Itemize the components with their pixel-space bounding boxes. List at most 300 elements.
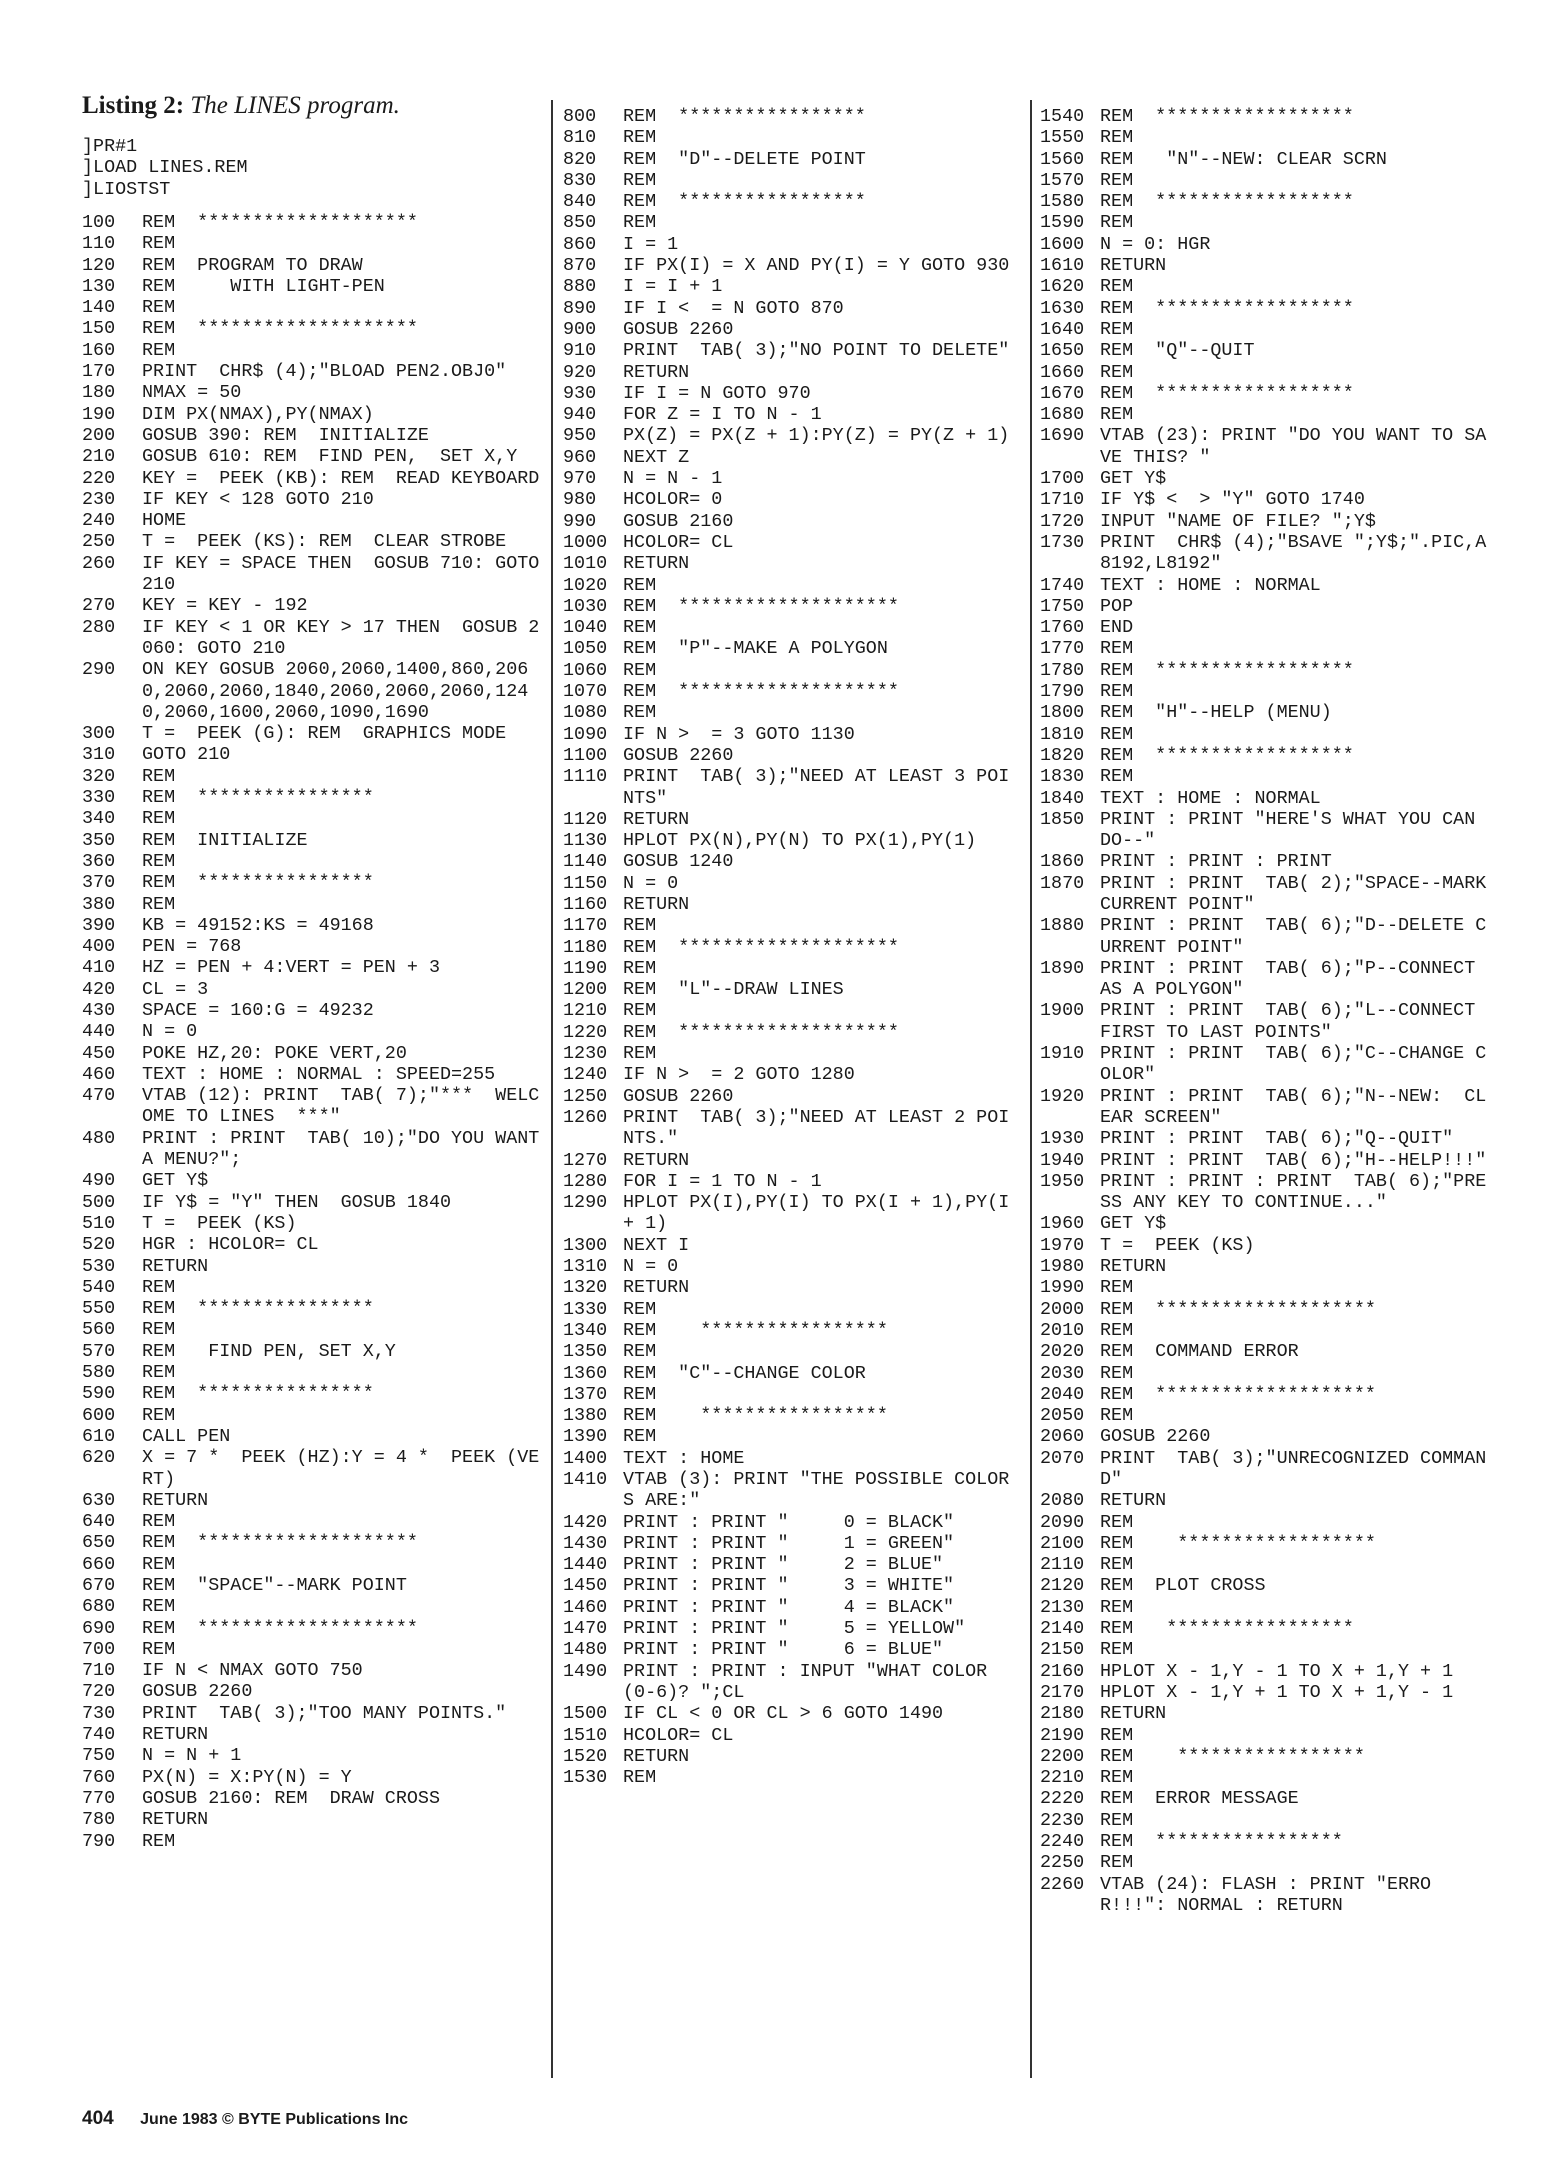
line-number: 270 xyxy=(82,595,116,617)
code-line xyxy=(563,553,1019,574)
code-line xyxy=(82,1745,542,1766)
code-line xyxy=(82,744,542,765)
line-number: 410 xyxy=(82,957,116,979)
line-code: REM xyxy=(623,702,657,724)
line-number: 1520 xyxy=(563,1745,608,1767)
line-code: POP xyxy=(1100,595,1134,617)
line-number: 1000 xyxy=(563,531,608,553)
line-code: TEXT : HOME : NORMAL xyxy=(1100,574,1321,596)
code-line xyxy=(1040,127,1496,148)
line-code: N = 0 xyxy=(623,872,679,894)
line-code: SPACE = 160:G = 49232 xyxy=(142,999,374,1021)
line-code: T = PEEK (G): REM GRAPHICS MODE xyxy=(142,723,507,745)
code-line xyxy=(1040,766,1496,787)
line-number: 360 xyxy=(82,850,116,872)
line-number: 750 xyxy=(82,1745,116,1767)
line-code: REM xyxy=(1100,1277,1134,1299)
line-number: 1400 xyxy=(563,1447,608,1469)
code-line xyxy=(82,1831,542,1852)
line-number: 1450 xyxy=(563,1575,608,1597)
line-code: PRINT : PRINT : PRINT xyxy=(1100,851,1332,873)
code-line xyxy=(1040,1000,1496,1043)
line-code: IF I < = N GOTO 870 xyxy=(623,297,844,319)
line-number: 1410 xyxy=(563,1469,608,1490)
line-code: REM xyxy=(1100,404,1134,426)
line-number: 2180 xyxy=(1040,1703,1085,1725)
line-number: 460 xyxy=(82,1063,116,1085)
code-line xyxy=(82,1319,542,1340)
line-number: 650 xyxy=(82,1532,116,1554)
line-code: HPLOT PX(I),PY(I) TO PX(I + 1),PY(I + 1) xyxy=(623,1192,1021,1235)
line-number: 760 xyxy=(82,1766,116,1788)
code-line xyxy=(563,830,1019,851)
line-code: POKE HZ,20: POKE VERT,20 xyxy=(142,1042,407,1064)
line-number: 1760 xyxy=(1040,617,1085,639)
line-number: 1870 xyxy=(1040,872,1085,894)
line-code: PRINT : PRINT " 4 = BLACK" xyxy=(623,1596,955,1618)
code-line xyxy=(1040,1767,1496,1788)
line-code: KB = 49152:KS = 49168 xyxy=(142,914,374,936)
line-number: 100 xyxy=(82,212,116,233)
line-code: REM "N"--NEW: CLEAR SCRN xyxy=(1100,148,1387,170)
line-code: REM xyxy=(623,1043,657,1065)
line-number: 2240 xyxy=(1040,1831,1085,1853)
code-line xyxy=(1040,319,1496,340)
code-line xyxy=(1040,638,1496,659)
line-code: RETURN xyxy=(623,553,690,575)
line-code: REM INITIALIZE xyxy=(142,829,308,851)
code-line xyxy=(1040,745,1496,766)
line-code: REM xyxy=(1100,1554,1134,1576)
code-line xyxy=(563,1725,1019,1746)
line-number: 2050 xyxy=(1040,1405,1085,1427)
code-line xyxy=(1040,149,1496,170)
line-number: 2190 xyxy=(1040,1724,1085,1746)
line-number: 720 xyxy=(82,1681,116,1703)
line-number: 1540 xyxy=(1040,106,1085,127)
publication-credit: June 1983 © BYTE Publications Inc xyxy=(140,2111,409,2128)
line-code: PRINT : PRINT TAB( 2);"SPACE--MARK CURRENT POINT" xyxy=(1100,872,1498,915)
line-code: REM xyxy=(1100,681,1134,703)
line-code: REM xyxy=(142,893,176,915)
line-number: 1250 xyxy=(563,1085,608,1107)
line-code: REM xyxy=(142,1362,176,1384)
code-line xyxy=(82,425,542,446)
line-code: REM "H"--HELP (MENU) xyxy=(1100,702,1332,724)
code-line xyxy=(82,233,542,254)
line-number: 1010 xyxy=(563,553,608,575)
line-code: REM xyxy=(623,1341,657,1363)
line-number: 1780 xyxy=(1040,659,1085,681)
line-code: PRINT TAB( 3);"TOO MANY POINTS." xyxy=(142,1702,507,1724)
line-number: 1830 xyxy=(1040,766,1085,788)
line-number: 180 xyxy=(82,382,116,404)
code-line xyxy=(563,1597,1019,1618)
code-line xyxy=(1040,617,1496,638)
line-number: 280 xyxy=(82,616,116,638)
line-code: REM xyxy=(142,1404,176,1426)
line-code: REM xyxy=(623,1298,657,1320)
line-code: REM **************** xyxy=(142,787,374,809)
line-number: 500 xyxy=(82,1191,116,1213)
line-number: 1770 xyxy=(1040,638,1085,660)
line-code: END xyxy=(1100,617,1134,639)
code-line xyxy=(1040,170,1496,191)
code-line xyxy=(563,702,1019,723)
line-code: REM xyxy=(1100,1639,1134,1661)
code-line xyxy=(563,404,1019,425)
code-line xyxy=(563,276,1019,297)
code-line xyxy=(1040,1171,1496,1214)
line-code: GOSUB 2160 xyxy=(623,510,734,532)
line-number: 1750 xyxy=(1040,595,1085,617)
line-number: 1060 xyxy=(563,659,608,681)
line-number: 1730 xyxy=(1040,531,1085,553)
preamble-line: ]LOAD LINES.REM xyxy=(82,157,248,179)
line-number: 140 xyxy=(82,297,116,319)
code-line xyxy=(1040,1810,1496,1831)
code-line xyxy=(563,1086,1019,1107)
code-line xyxy=(563,1767,1019,1788)
line-code: REM xyxy=(623,127,657,149)
listing-label: Listing 2: xyxy=(82,92,185,119)
line-number: 350 xyxy=(82,829,116,851)
code-line xyxy=(563,532,1019,553)
line-code: N = 0 xyxy=(142,1021,198,1043)
line-number: 1080 xyxy=(563,702,608,724)
line-number: 790 xyxy=(82,1830,116,1852)
line-code: REM xyxy=(142,1553,176,1575)
code-line xyxy=(1040,532,1496,575)
code-line xyxy=(82,1192,542,1213)
line-code: REM xyxy=(1100,1767,1134,1789)
code-line xyxy=(82,212,542,233)
code-line xyxy=(82,1511,542,1532)
line-number: 1480 xyxy=(563,1639,608,1661)
code-line xyxy=(1040,1512,1496,1533)
line-number: 1570 xyxy=(1040,169,1085,191)
line-number: 870 xyxy=(563,255,597,277)
line-code: RETURN xyxy=(1100,1490,1167,1512)
line-code: PRINT : PRINT TAB( 6);"Q--QUIT" xyxy=(1100,1128,1454,1150)
line-code: REM "SPACE"--MARK POINT xyxy=(142,1575,407,1596)
line-number: 1100 xyxy=(563,744,608,766)
line-code: REM ******************** xyxy=(1100,1383,1376,1405)
line-code: REM ***************** xyxy=(623,1319,888,1341)
code-line xyxy=(563,660,1019,681)
code-line xyxy=(82,915,542,936)
line-number: 1440 xyxy=(563,1554,608,1576)
line-number: 1170 xyxy=(563,915,608,937)
line-code: REM ******************** xyxy=(623,936,899,958)
line-code: REM PLOT CROSS xyxy=(1100,1575,1266,1597)
line-number: 430 xyxy=(82,999,116,1021)
line-number: 380 xyxy=(82,893,116,915)
code-line xyxy=(82,894,542,915)
line-code: REM xyxy=(1100,212,1134,234)
code-line xyxy=(1040,1256,1496,1277)
line-number: 600 xyxy=(82,1404,116,1426)
line-number: 610 xyxy=(82,1425,116,1447)
line-number: 490 xyxy=(82,1170,116,1192)
code-line xyxy=(1040,1299,1496,1320)
line-number: 1210 xyxy=(563,1000,608,1022)
line-number: 2000 xyxy=(1040,1298,1085,1320)
line-number: 1860 xyxy=(1040,851,1085,873)
line-number: 2040 xyxy=(1040,1383,1085,1405)
code-line xyxy=(563,937,1019,958)
line-code: REM "L"--DRAW LINES xyxy=(623,979,844,1001)
line-number: 1580 xyxy=(1040,191,1085,213)
line-code: REM xyxy=(1100,1852,1134,1874)
line-number: 1290 xyxy=(563,1192,608,1214)
line-code: PRINT : PRINT TAB( 6);"N--NEW: CLEAR SCREEN" xyxy=(1100,1085,1487,1128)
line-number: 1020 xyxy=(563,574,608,596)
line-code: REM xyxy=(142,233,176,255)
code-line xyxy=(82,1000,542,1021)
line-code: PRINT : PRINT TAB( 6);"H--HELP!!!" xyxy=(1100,1149,1487,1171)
line-code: HCOLOR= CL xyxy=(623,531,734,553)
line-code: REM ****************** xyxy=(1100,659,1354,681)
line-number: 670 xyxy=(82,1575,116,1596)
code-line xyxy=(1040,404,1496,425)
line-code: PRINT TAB( 3);"NEED AT LEAST 2 POINTS." xyxy=(623,1106,1010,1150)
line-number: 2030 xyxy=(1040,1362,1085,1384)
code-line xyxy=(82,1767,542,1788)
line-code: PRINT : PRINT : PRINT TAB( 6);"PRESS ANY KEY TO CONTINUE..." xyxy=(1100,1170,1487,1214)
code-line xyxy=(1040,489,1496,510)
line-code: REM **************** xyxy=(142,1383,374,1405)
line-number: 1980 xyxy=(1040,1256,1085,1278)
line-code: REM xyxy=(1100,127,1134,149)
line-code: X = 7 * PEEK (HZ):Y = 4 * PEEK (VERT) xyxy=(142,1447,540,1490)
line-number: 2010 xyxy=(1040,1319,1085,1341)
line-code: GOSUB 2260 xyxy=(1100,1426,1211,1448)
line-code: REM ***************** xyxy=(1100,1831,1343,1853)
code-line xyxy=(1040,575,1496,596)
line-code: NEXT Z xyxy=(623,446,690,468)
code-line xyxy=(1040,1682,1496,1703)
line-number: 1360 xyxy=(563,1362,608,1384)
line-code: REM xyxy=(1100,1319,1134,1341)
line-number: 1340 xyxy=(563,1319,608,1341)
line-number: 1930 xyxy=(1040,1128,1085,1150)
line-number: 850 xyxy=(563,212,597,234)
line-number: 1910 xyxy=(1040,1043,1085,1065)
code-line xyxy=(82,1298,542,1319)
code-line xyxy=(563,319,1019,340)
line-number: 1190 xyxy=(563,957,608,979)
line-code: RETURN xyxy=(623,893,690,915)
code-line xyxy=(563,1107,1019,1150)
line-code: REM ******************** xyxy=(142,318,418,340)
line-code: CALL PEN xyxy=(142,1425,231,1447)
line-code: KEY = KEY - 192 xyxy=(142,595,308,617)
line-number: 690 xyxy=(82,1617,116,1639)
code-line xyxy=(563,1512,1019,1533)
line-code: PRINT CHR$ (4);"BLOAD PEN2.OBJ0" xyxy=(142,361,507,383)
code-line xyxy=(1040,298,1496,319)
code-line xyxy=(82,1362,542,1383)
code-line xyxy=(82,1532,542,1553)
line-code: HPLOT X - 1,Y + 1 TO X + 1,Y - 1 xyxy=(1100,1681,1454,1703)
code-line xyxy=(82,766,542,787)
preamble-line: ]LIOSTST xyxy=(82,178,171,200)
code-line xyxy=(82,979,542,1000)
code-line xyxy=(82,1405,542,1426)
line-code: REM xyxy=(142,850,176,872)
code-line xyxy=(82,1085,542,1128)
line-number: 1940 xyxy=(1040,1149,1085,1171)
line-code: REM xyxy=(1100,723,1134,745)
command-preamble xyxy=(82,136,542,200)
line-number: 2070 xyxy=(1040,1447,1085,1469)
code-line xyxy=(1040,596,1496,617)
line-code: GET Y$ xyxy=(1100,468,1167,490)
code-line xyxy=(82,1681,542,1702)
line-code: PEN = 768 xyxy=(142,936,242,958)
line-code: REM xyxy=(623,659,657,681)
code-line xyxy=(563,596,1019,617)
line-code: TEXT : HOME : NORMAL xyxy=(1100,787,1321,809)
line-code: REM ****************** xyxy=(1100,191,1354,213)
code-line xyxy=(563,1554,1019,1575)
line-code: RETURN xyxy=(142,1724,209,1746)
code-line xyxy=(82,1703,542,1724)
code-line xyxy=(82,1234,542,1255)
code-line xyxy=(82,1170,542,1191)
line-number: 240 xyxy=(82,510,116,532)
line-code: PRINT : PRINT " 3 = WHITE" xyxy=(623,1575,955,1597)
code-line xyxy=(1040,1043,1496,1086)
line-number: 860 xyxy=(563,233,597,255)
code-line xyxy=(563,511,1019,532)
line-code: GOSUB 390: REM INITIALIZE xyxy=(142,424,429,446)
line-code: GOSUB 2260 xyxy=(623,318,734,340)
line-number: 1370 xyxy=(563,1383,608,1405)
line-number: 1620 xyxy=(1040,276,1085,298)
line-number: 230 xyxy=(82,488,116,510)
line-number: 1380 xyxy=(563,1405,608,1427)
code-line xyxy=(82,957,542,978)
line-code: RETURN xyxy=(1100,255,1167,277)
line-code: HGR : HCOLOR= CL xyxy=(142,1234,319,1256)
line-code: PRINT : PRINT TAB( 6);"D--DELETE CURRENT POINT" xyxy=(1100,915,1487,958)
code-line xyxy=(563,575,1019,596)
code-line xyxy=(563,170,1019,191)
line-code: REM "Q"--QUIT xyxy=(1100,340,1255,362)
code-line xyxy=(1040,1618,1496,1639)
line-number: 1640 xyxy=(1040,318,1085,340)
line-number: 1960 xyxy=(1040,1213,1085,1235)
code-line xyxy=(1040,468,1496,489)
line-number: 2200 xyxy=(1040,1745,1085,1767)
line-code: REM xyxy=(623,957,657,979)
line-number: 2060 xyxy=(1040,1426,1085,1448)
line-code: PRINT TAB( 3);"NO POINT TO DELETE" xyxy=(623,340,1010,362)
line-code: REM xyxy=(623,169,657,191)
line-number: 2130 xyxy=(1040,1596,1085,1618)
line-number: 920 xyxy=(563,361,597,383)
preamble-line: ]PR#1 xyxy=(82,136,138,157)
line-code: HCOLOR= 0 xyxy=(623,489,723,511)
line-number: 640 xyxy=(82,1511,116,1533)
code-line xyxy=(563,362,1019,383)
code-line xyxy=(1040,1128,1496,1149)
line-code: REM ****************** xyxy=(1100,1532,1376,1554)
code-line xyxy=(1040,1703,1496,1724)
line-code: TEXT : HOME xyxy=(623,1447,745,1469)
line-code: REM **************** xyxy=(142,872,374,894)
line-code: IF KEY < 1 OR KEY > 17 THEN GOSUB 2060: GOTO 210 xyxy=(142,616,540,659)
code-line xyxy=(563,1469,1019,1512)
line-code: PRINT : PRINT " 0 = BLACK" xyxy=(623,1511,955,1533)
code-line xyxy=(82,382,542,403)
line-code: REM xyxy=(1100,1724,1134,1746)
line-code: REM xyxy=(142,297,176,319)
line-number: 1740 xyxy=(1040,574,1085,596)
line-number: 2230 xyxy=(1040,1809,1085,1831)
line-code: FOR I = 1 TO N - 1 xyxy=(623,1170,822,1192)
code-line xyxy=(82,404,542,425)
code-line xyxy=(563,106,1019,127)
line-code: REM COMMAND ERROR xyxy=(1100,1341,1299,1363)
line-code: REM xyxy=(623,574,657,596)
line-code: REM xyxy=(623,1426,657,1448)
line-code: HPLOT X - 1,Y - 1 TO X + 1,Y + 1 xyxy=(1100,1660,1454,1682)
line-number: 340 xyxy=(82,808,116,830)
line-code: RETURN xyxy=(1100,1256,1167,1278)
code-line xyxy=(1040,1746,1496,1767)
line-number: 190 xyxy=(82,403,116,425)
line-number: 1600 xyxy=(1040,233,1085,255)
code-line xyxy=(1040,1852,1496,1873)
code-line xyxy=(1040,1490,1496,1511)
line-code: PRINT : PRINT TAB( 6);"L--CONNECT FIRST TO LAST POINTS" xyxy=(1100,1000,1487,1043)
listing-title: The LINES program. xyxy=(190,92,400,119)
line-number: 1270 xyxy=(563,1149,608,1171)
line-code: FOR Z = I TO N - 1 xyxy=(623,404,822,426)
code-line xyxy=(82,1341,542,1362)
line-code: REM xyxy=(142,1638,176,1660)
code-line xyxy=(563,979,1019,1000)
line-number: 1230 xyxy=(563,1043,608,1065)
line-number: 1890 xyxy=(1040,957,1085,979)
code-line xyxy=(563,851,1019,872)
line-code: RETURN xyxy=(623,1277,690,1299)
line-code: PRINT : PRINT " 2 = BLUE" xyxy=(623,1554,944,1576)
line-code: REM xyxy=(142,1511,176,1533)
line-number: 840 xyxy=(563,191,597,213)
code-line xyxy=(1040,511,1496,532)
code-line xyxy=(82,872,542,893)
code-line xyxy=(82,340,542,361)
code-line xyxy=(82,851,542,872)
line-code: RETURN xyxy=(1100,1703,1167,1725)
code-line xyxy=(82,297,542,318)
line-code: REM ******************** xyxy=(142,1532,418,1554)
code-line xyxy=(1040,234,1496,255)
code-line xyxy=(82,1256,542,1277)
line-number: 810 xyxy=(563,127,597,149)
line-code: REM xyxy=(142,1830,176,1852)
code-line xyxy=(563,149,1019,170)
line-number: 290 xyxy=(82,659,116,681)
line-number: 730 xyxy=(82,1702,116,1724)
code-line xyxy=(82,1554,542,1575)
line-code: REM xyxy=(623,1383,657,1405)
line-number: 1650 xyxy=(1040,340,1085,362)
